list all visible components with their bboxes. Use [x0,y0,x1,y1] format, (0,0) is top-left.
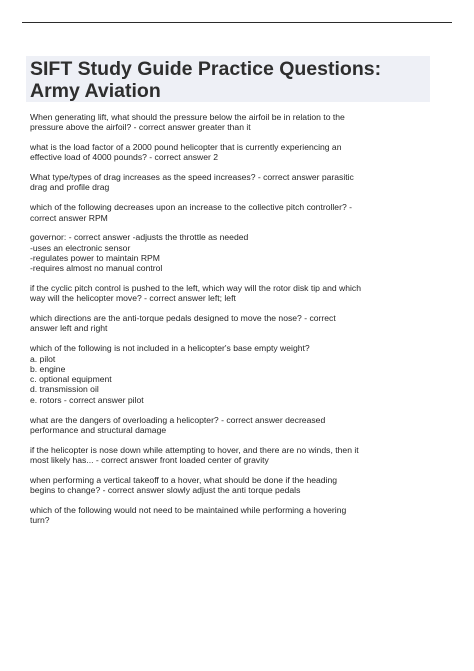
question-line: correct answer RPM [30,212,108,223]
question-item [30,445,448,466]
question-line: c. optional equipment [30,374,112,385]
question-line: When generating lift, what should the pressure below the airfoil be in relation to the [30,112,345,122]
question-line: pressure above the airfoil? - correct answer greater than it [30,122,251,133]
question-line: -regulates power to maintain RPM [30,252,160,263]
question-line: -uses an electronic sensor [30,242,131,253]
question-line: answer left and right [30,323,108,334]
question-line: which directions are the anti-torque pedals designed to move the nose? - correct [30,313,336,324]
question-item [30,112,448,133]
question-line: way will the helicopter move? - correct answer left; left [30,293,236,304]
question-line: which of the following decreases upon an increase to the collective pitch controller? - [30,202,352,213]
question-item [30,415,448,436]
question-line: which of the following would not need to be maintained while performing a hovering [30,504,347,515]
question-list [30,112,448,535]
question-line: performance and structural damage [30,424,167,435]
title-line-2: Army Aviation [30,80,161,102]
question-line: turn? [30,515,50,526]
question-line: if the helicopter is nose down while attempting to hover, and there are no winds, then it [30,444,359,455]
question-line: when performing a vertical takeoff to a hover, what should be done if the heading [30,474,338,485]
question-line: governor: - correct answer -adjusts the throttle as needed [30,232,249,243]
question-line: most likely has... - correct answer front loaded center of gravity [30,454,269,465]
question-line: what is the load factor of a 2000 pound helicopter that is currently experiencing an [30,142,342,153]
question-item [30,343,448,405]
question-item [30,202,448,223]
top-rule [22,22,452,23]
question-item [30,505,448,526]
question-line: begins to change? - correct answer slowly adjust the anti torque pedals [30,485,301,496]
question-line: e. rotors - correct answer pilot [30,394,144,405]
question-item [30,283,448,304]
question-line: drag and profile drag [30,182,110,193]
question-line: a. pilot [30,353,56,364]
question-line: What type/types of drag increases as the speed increases? - correct answer parasitic [30,172,354,183]
question-item [30,475,448,496]
document-title [30,58,440,102]
question-line: if the cyclic pitch control is pushed to the left, which way will the rotor disk tip and which [30,283,362,294]
question-item [30,232,448,273]
question-item [30,172,448,193]
question-line: -requires almost no manual control [30,263,163,274]
question-line: which of the following is not included in a helicopter's base empty weight? [30,343,310,354]
question-line: d. transmission oil [30,384,99,395]
question-line: effective load of 4000 pounds? - correct answer 2 [30,152,219,163]
question-item [30,313,448,334]
question-line: b. engine [30,363,66,374]
question-line: what are the dangers of overloading a helicopter? - correct answer decreased [30,414,326,425]
question-item [30,142,448,163]
title-line-1: SIFT Study Guide Practice Questions: [30,58,382,80]
